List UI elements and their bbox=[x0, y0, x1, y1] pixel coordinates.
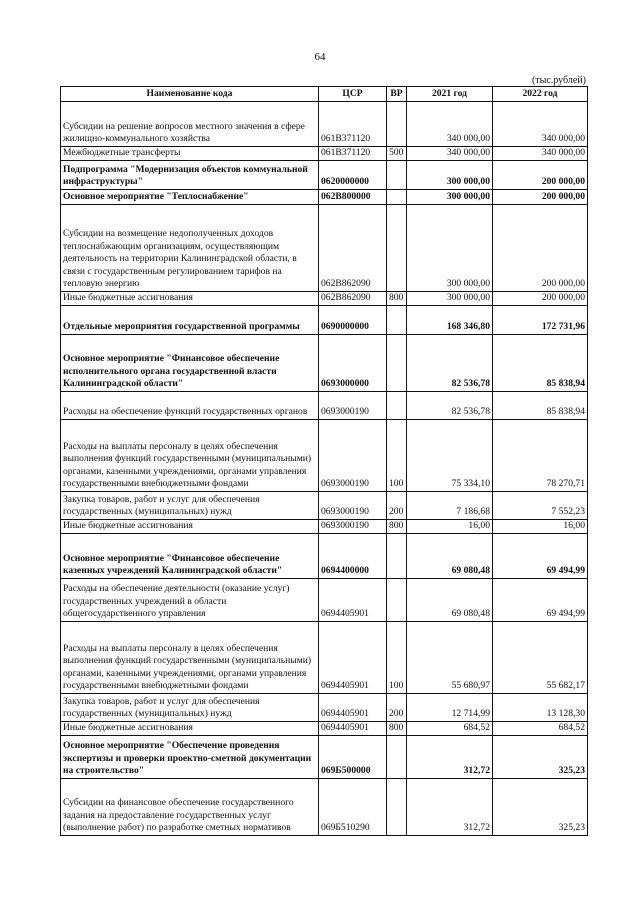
cell-csr: 062В862090 bbox=[319, 205, 387, 292]
cell-name: Основное мероприятие "Теплоснабжение" bbox=[61, 190, 319, 205]
budget-table bbox=[60, 86, 588, 836]
cell-name: Иные бюджетные ассигнования bbox=[61, 520, 319, 534]
cell-2022: 69 494,99 bbox=[493, 579, 588, 622]
cell-csr: 0693000190 bbox=[319, 520, 387, 534]
cell-csr: 0620000000 bbox=[319, 161, 387, 190]
cell-name: Расходы на выплаты персоналу в целях обеспечения выполнения функций государственными (муниципальными) органами, казенными учреждениями, органами управления государственными внебюджетными фондами bbox=[61, 420, 319, 492]
cell-2021: 312,72 bbox=[407, 736, 493, 779]
cell-2022: 340 000,00 bbox=[493, 102, 588, 147]
cell-name: Отдельные мероприятия государственной программы bbox=[61, 306, 319, 335]
cell-csr: 0693000190 bbox=[319, 420, 387, 492]
cell-2021: 69 080,48 bbox=[407, 579, 493, 622]
cell-2022: 200 000,00 bbox=[493, 205, 588, 292]
table-row bbox=[61, 161, 588, 190]
cell-2022: 16,00 bbox=[493, 520, 588, 534]
cell-name: Субсидии на возмещение недополученных доходов теплоснабжающим организациям, осуществляющим деятельность на территории Калининградской области, в связи с государственным регулированием тарифов на тепловую энергию bbox=[61, 205, 319, 292]
cell-2021: 340 000,00 bbox=[407, 147, 493, 161]
cell-vr: 100 bbox=[387, 622, 407, 694]
cell-2022: 85 838,94 bbox=[493, 335, 588, 392]
cell-vr bbox=[387, 205, 407, 292]
table-row bbox=[61, 694, 588, 722]
header-row bbox=[61, 87, 588, 102]
cell-2021: 300 000,00 bbox=[407, 161, 493, 190]
cell-name: Закупка товаров, работ и услуг для обеспечения государственных (муниципальных) нужд bbox=[61, 694, 319, 722]
cell-name: Расходы на обеспечение деятельности (оказание услуг) государственных учреждений в области общегосударственного управления bbox=[61, 579, 319, 622]
page-number: 64 bbox=[314, 51, 326, 63]
cell-2021: 12 714,99 bbox=[407, 694, 493, 722]
cell-2021: 82 536,78 bbox=[407, 392, 493, 420]
cell-vr bbox=[387, 161, 407, 190]
cell-csr: 069Б510290 bbox=[319, 779, 387, 836]
cell-2021: 82 536,78 bbox=[407, 335, 493, 392]
cell-name: Подпрограмма "Модернизация объектов коммунальной инфраструктуры" bbox=[61, 161, 319, 190]
table-row bbox=[61, 622, 588, 694]
cell-2022: 200 000,00 bbox=[493, 161, 588, 190]
cell-2021: 340 000,00 bbox=[407, 102, 493, 147]
cell-csr: 062В800000 bbox=[319, 190, 387, 205]
cell-csr: 0693000190 bbox=[319, 392, 387, 420]
cell-vr: 800 bbox=[387, 520, 407, 534]
cell-2022: 78 270,71 bbox=[493, 420, 588, 492]
table-body bbox=[61, 102, 588, 836]
cell-name: Расходы на обеспечение функций государственных органов bbox=[61, 392, 319, 420]
cell-name: Иные бюджетные ассигнования bbox=[61, 722, 319, 736]
cell-name: Закупка товаров, работ и услуг для обеспечения государственных (муниципальных) нужд bbox=[61, 492, 319, 520]
cell-2022: 684,52 bbox=[493, 722, 588, 736]
table-row bbox=[61, 335, 588, 392]
cell-vr: 500 bbox=[387, 147, 407, 161]
table-row bbox=[61, 392, 588, 420]
cell-vr: 200 bbox=[387, 492, 407, 520]
cell-2022: 55 682,17 bbox=[493, 622, 588, 694]
table-row bbox=[61, 292, 588, 306]
cell-2021: 16,00 bbox=[407, 520, 493, 534]
table-row bbox=[61, 736, 588, 779]
table-row bbox=[61, 779, 588, 836]
cell-csr: 0693000000 bbox=[319, 335, 387, 392]
header-2021: 2021 год bbox=[407, 87, 493, 102]
cell-2022: 85 838,94 bbox=[493, 392, 588, 420]
cell-csr: 0694405901 bbox=[319, 579, 387, 622]
cell-2021: 7 186,68 bbox=[407, 492, 493, 520]
cell-csr: 0690000000 bbox=[319, 306, 387, 335]
cell-vr bbox=[387, 306, 407, 335]
cell-csr: 0694405901 bbox=[319, 622, 387, 694]
cell-2021: 168 346,80 bbox=[407, 306, 493, 335]
header-vr: ВР bbox=[387, 87, 407, 102]
cell-csr: 069Б500000 bbox=[319, 736, 387, 779]
cell-vr bbox=[387, 779, 407, 836]
cell-csr: 0693000190 bbox=[319, 492, 387, 520]
cell-2021: 684,52 bbox=[407, 722, 493, 736]
table-row bbox=[61, 579, 588, 622]
cell-2022: 172 731,96 bbox=[493, 306, 588, 335]
cell-vr bbox=[387, 736, 407, 779]
cell-vr: 100 bbox=[387, 420, 407, 492]
cell-2021: 69 080,48 bbox=[407, 534, 493, 579]
header-name: Наименование кода bbox=[61, 87, 319, 102]
cell-2022: 340 000,00 bbox=[493, 147, 588, 161]
cell-2021: 300 000,00 bbox=[407, 205, 493, 292]
cell-2022: 200 000,00 bbox=[493, 190, 588, 205]
cell-name: Расходы на выплаты персоналу в целях обеспечения выполнения функций государственными (муниципальными) органами, казенными учреждениями, органами управления государственными внебюджетными фондами bbox=[61, 622, 319, 694]
cell-csr: 0694405901 bbox=[319, 722, 387, 736]
cell-2022: 325,23 bbox=[493, 779, 588, 836]
cell-2022: 13 128,30 bbox=[493, 694, 588, 722]
cell-vr bbox=[387, 579, 407, 622]
header-csr: ЦСР bbox=[319, 87, 387, 102]
table-row bbox=[61, 205, 588, 292]
table-header bbox=[61, 87, 588, 102]
units-label: (тыс.рублей) bbox=[531, 75, 586, 86]
cell-csr: 062В862090 bbox=[319, 292, 387, 306]
cell-2022: 7 552,23 bbox=[493, 492, 588, 520]
cell-csr: 0694400000 bbox=[319, 534, 387, 579]
table-row bbox=[61, 492, 588, 520]
cell-2022: 200 000,00 bbox=[493, 292, 588, 306]
cell-name: Межбюджетные трансферты bbox=[61, 147, 319, 161]
table-row bbox=[61, 534, 588, 579]
table-row bbox=[61, 306, 588, 335]
table-row bbox=[61, 102, 588, 147]
cell-vr bbox=[387, 190, 407, 205]
cell-csr: 0694405901 bbox=[319, 694, 387, 722]
cell-vr: 200 bbox=[387, 694, 407, 722]
table-row bbox=[61, 190, 588, 205]
cell-vr: 800 bbox=[387, 722, 407, 736]
cell-name: Основное мероприятие "Финансовое обеспечение казенных учреждений Калининградской области" bbox=[61, 534, 319, 579]
cell-vr bbox=[387, 392, 407, 420]
cell-name: Субсидии на финансовое обеспечение государственного задания на предоставление государственных услуг (выполнение работ) по разработке сметных нормативов bbox=[61, 779, 319, 836]
cell-csr: 061В371120 bbox=[319, 147, 387, 161]
header-2022: 2022 год bbox=[493, 87, 588, 102]
table-row bbox=[61, 722, 588, 736]
cell-2021: 75 334,10 bbox=[407, 420, 493, 492]
cell-2021: 55 680,97 bbox=[407, 622, 493, 694]
cell-name: Иные бюджетные ассигнования bbox=[61, 292, 319, 306]
table-row bbox=[61, 147, 588, 161]
cell-name: Субсидии на решение вопросов местного значения в сфере жилищно-коммунального хозяйства bbox=[61, 102, 319, 147]
cell-2022: 69 494,99 bbox=[493, 534, 588, 579]
table-row bbox=[61, 420, 588, 492]
cell-vr bbox=[387, 534, 407, 579]
cell-name: Основное мероприятие "Обеспечение проведения экспертизы и проверки проектно-сметной документации на строительство" bbox=[61, 736, 319, 779]
cell-2021: 300 000,00 bbox=[407, 292, 493, 306]
cell-vr: 800 bbox=[387, 292, 407, 306]
cell-csr: 061В371120 bbox=[319, 102, 387, 147]
table-row bbox=[61, 520, 588, 534]
cell-2021: 300 000,00 bbox=[407, 190, 493, 205]
cell-2021: 312,72 bbox=[407, 779, 493, 836]
cell-vr bbox=[387, 102, 407, 147]
cell-name: Основное мероприятие "Финансовое обеспечение исполнительного органа государственной власти Калининградской области" bbox=[61, 335, 319, 392]
cell-vr bbox=[387, 335, 407, 392]
cell-2022: 325,23 bbox=[493, 736, 588, 779]
